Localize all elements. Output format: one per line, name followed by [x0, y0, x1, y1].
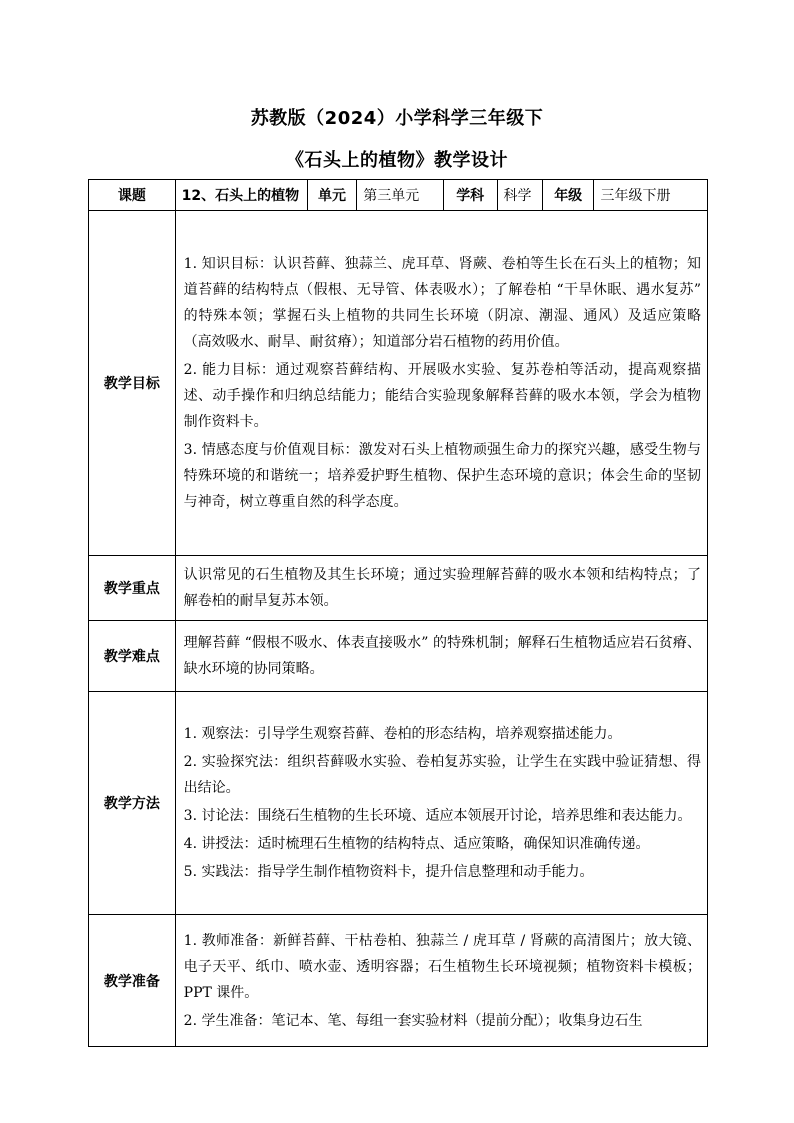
methods-label: 教学方法 [89, 692, 176, 915]
method-item: 3. 讨论法：围绕石生植物的生长环境、适应本领展开讨论，培养思维和表达能力。 [183, 808, 692, 824]
difficulties-label: 教学难点 [89, 621, 176, 692]
key-points-text: 认识常见的石生植物及其生长环境；通过实验理解苔藓的吸水本领和结构特点；了解卷柏的耐旱复苏本领。 [175, 556, 707, 621]
goals-row [89, 211, 708, 556]
preparation-content [175, 915, 707, 1047]
difficulties-text: 理解苔藓 “假根不吸水、体表直接吸水” 的特殊机制；解释石生植物适应岩石贫瘠、缺水环境的协同策略。 [175, 621, 707, 692]
subject-label: 学科 [443, 180, 497, 211]
method-item: 2. 实验探究法：组织苔藓吸水实验、卷柏复苏实验，让学生在实践中验证猜想、得出结论。 [183, 754, 701, 796]
goals-label: 教学目标 [89, 211, 176, 556]
methods-row [89, 692, 708, 915]
key-points-label: 教学重点 [89, 556, 176, 621]
difficulties-row [89, 621, 708, 692]
goal-item: 2. 能力目标：通过观察苔藓结构、开展吸水实验、复苏卷柏等活动，提高观察描述、动手操作和归纳总结能力；能结合实验现象解释苔藓的吸水本领，学会为植物制作资料卡。 [183, 362, 701, 430]
preparation-item: 1. 教师准备：新鲜苔藓、干枯卷柏、独蒜兰 / 虎耳草 / 肾蕨的高清图片；放大镜、电子天平、纸巾、喷水壶、透明容器；石生植物生长环境视频；植物资料卡模板；PPT 课件。 [183, 933, 701, 1001]
preparation-row [89, 915, 708, 1047]
grade-label: 年级 [542, 180, 594, 211]
document-title: 苏教版（2024）小学科学三年级下 [250, 108, 544, 129]
preparation-label: 教学准备 [89, 915, 176, 1047]
method-item: 5. 实践法：指导学生制作植物资料卡，提升信息整理和动手能力。 [183, 864, 594, 880]
document-subtitle: 《石头上的植物》教学设计 [286, 150, 508, 171]
preparation-item: 2. 学生准备：笔记本、笔、每组一套实验材料（提前分配）；收集身边石生 [183, 1013, 643, 1029]
topic-value: 12、石头上的植物 [175, 180, 307, 211]
unit-value: 第三单元 [357, 180, 444, 211]
method-item: 4. 讲授法：适时梳理石生植物的结构特点、适应策略，确保知识准确传递。 [183, 836, 650, 852]
lesson-plan-table [88, 179, 708, 1047]
method-item: 1. 观察法：引导学生观察苔藓、卷柏的形态结构，培养观察描述能力。 [183, 726, 622, 742]
goal-item: 1. 知识目标：认识苔藓、独蒜兰、虎耳草、肾蕨、卷柏等生长在石头上的植物；知道苔藓的结构特点（假根、无导管、体表吸水）；了解卷柏 “干旱休眠、遇水复苏” 的特殊本领；掌握石头上植物的共同生长环境（阴凉、潮湿、通风）及适应策略（高效吸水、耐旱、耐贫瘠）；知道部分岩石植物的药用价值。 [183, 256, 701, 350]
methods-content [175, 692, 707, 915]
goals-content [175, 211, 707, 556]
unit-label: 单元 [307, 180, 357, 211]
info-row [89, 180, 708, 211]
goal-item: 3. 情感态度与价值观目标：激发对石头上植物顽强生命力的探究兴趣，感受生物与特殊环境的和谐统一；培养爱护野生植物、保护生态环境的意识；体会生命的坚韧与神奇，树立尊重自然的科学态度。 [183, 442, 701, 510]
key-points-row [89, 556, 708, 621]
subject-value: 科学 [497, 180, 542, 211]
grade-value: 三年级下册 [594, 180, 708, 211]
topic-label: 课题 [89, 180, 176, 211]
